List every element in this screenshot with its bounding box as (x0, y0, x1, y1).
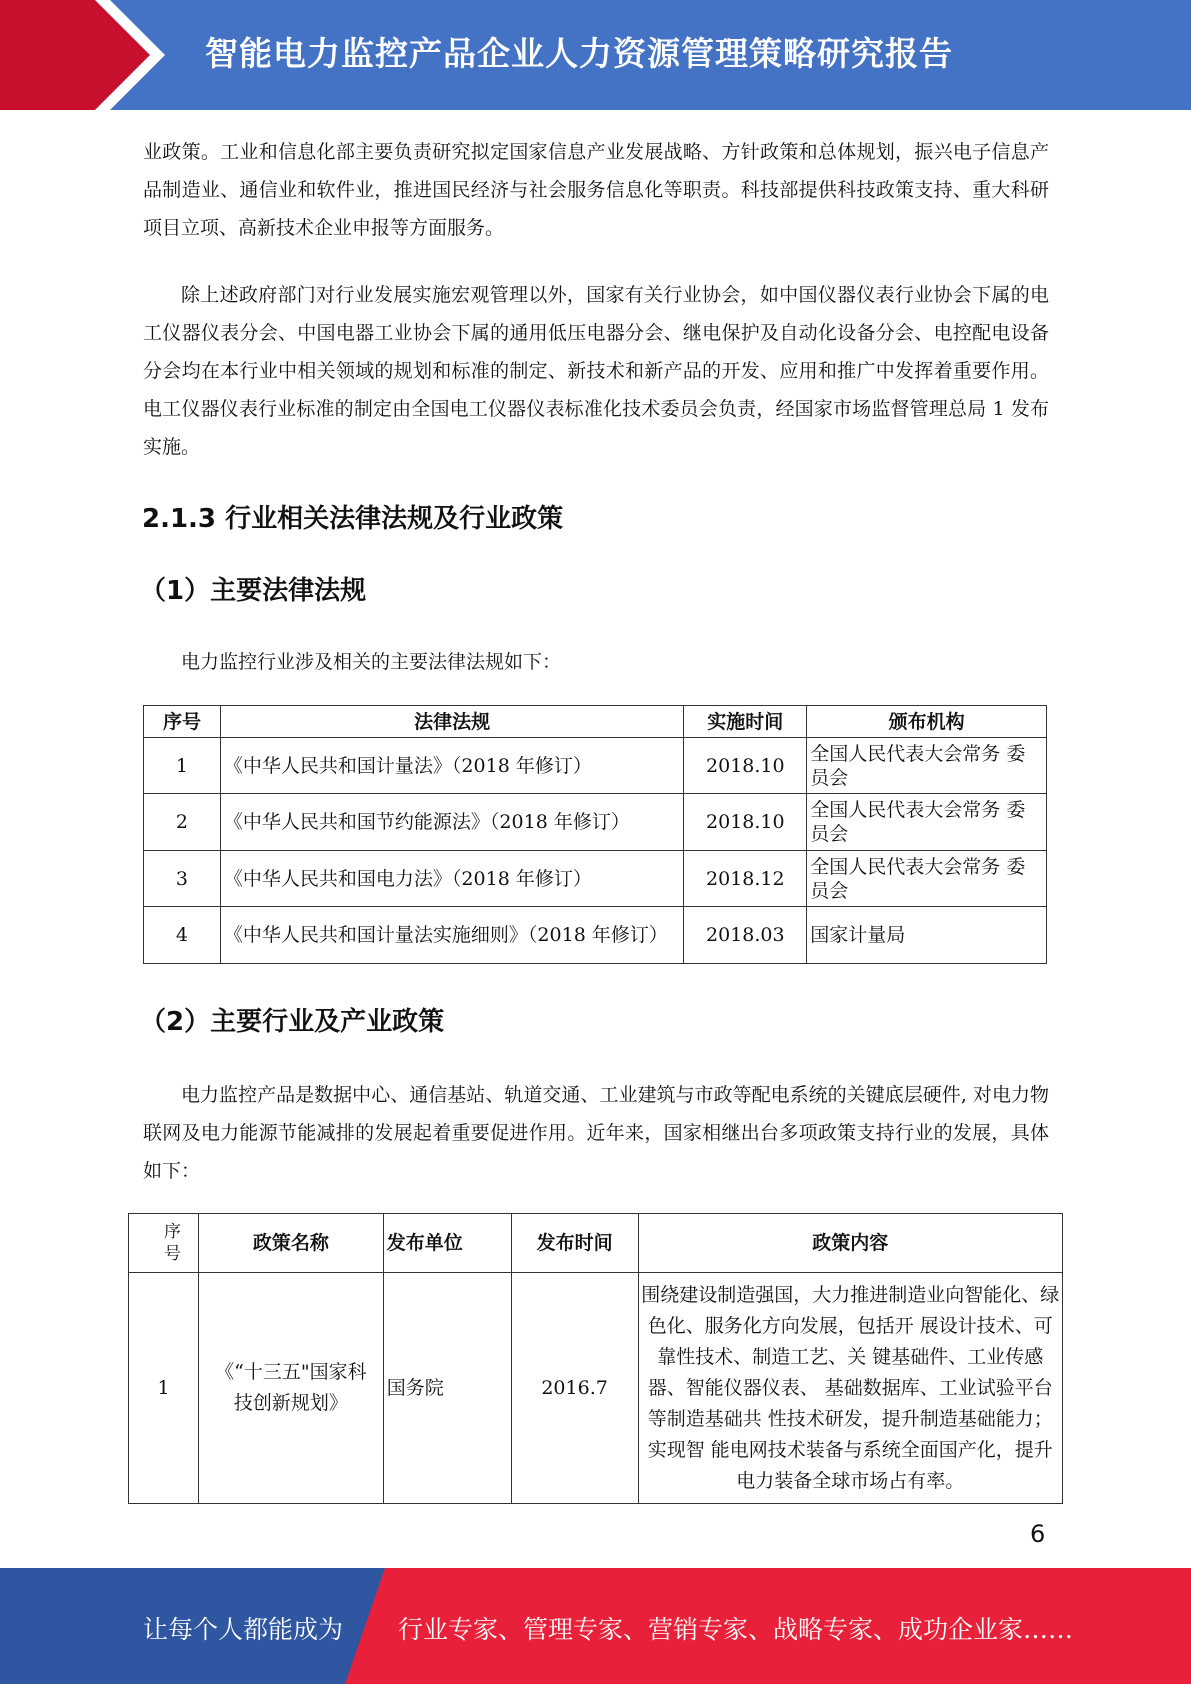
table-header-row (129, 1214, 1063, 1273)
column-header: 序号 (144, 706, 221, 738)
table-cell: 2018.12 (684, 851, 807, 907)
table-cell: 全国人民代表大会常务 委员会 (807, 738, 1047, 794)
footer-slogan-right: 行业专家、管理专家、营销专家、战略专家、成功企业家…… (398, 1615, 1074, 1644)
column-header: 发布时间 (511, 1214, 638, 1273)
page-number: 6 (1030, 1520, 1046, 1548)
table-cell: 3 (144, 851, 221, 907)
table-cell: 国务院 (383, 1273, 511, 1504)
page-header (0, 0, 1191, 110)
page-footer (0, 1568, 1191, 1684)
table-cell: 2 (144, 794, 221, 851)
column-header: 序号 (129, 1214, 199, 1273)
paragraph-laws-intro: 电力监控行业涉及相关的主要法律法规如下： (181, 651, 562, 673)
table-cell: 2016.7 (511, 1273, 638, 1504)
column-header: 发布单位 (383, 1214, 511, 1273)
laws-table (143, 705, 1047, 964)
table-cell: 全国人民代表大会常务 委员会 (807, 851, 1047, 907)
table-cell: 《中华人民共和国电力法》（2018 年修订） (220, 851, 683, 907)
table-cell: 《中华人民共和国节约能源法》（2018 年修订） (220, 794, 683, 851)
column-header: 政策内容 (638, 1214, 1062, 1273)
table-row (144, 738, 1047, 794)
table-row (144, 851, 1047, 907)
table-cell: 2018.10 (684, 738, 807, 794)
table-cell: 2018.10 (684, 794, 807, 851)
policies-table (128, 1213, 1063, 1504)
table-cell: 国家计量局 (807, 907, 1047, 964)
column-header: 颁布机构 (807, 706, 1047, 738)
table-cell: 1 (144, 738, 221, 794)
subheading-laws: （1）主要法律法规 (140, 576, 367, 606)
table-row (129, 1273, 1063, 1504)
subheading-policies: （2）主要行业及产业政策 (140, 1007, 445, 1037)
section-heading: 2.1.3 行业相关法律法规及行业政策 (142, 504, 564, 534)
column-header: 政策名称 (198, 1214, 383, 1273)
footer-slogan-left: 让每个人都能成为 (143, 1615, 344, 1644)
column-header: 实施时间 (684, 706, 807, 738)
table-cell: 围绕建设制造强国，大力推进制造业向智能化、绿色化、服务化方向发展，包括开 展设计技术、可靠性技术、制造工艺、关 键基础件、工业传感器、智能仪器仪表、 基础数据库、工业试验平台等制造基础共 性技术研发，提升制造基础能力；实现智 能电网技术装备与系统全面国产化，提升 电力装备全球市场占有率。 (638, 1273, 1062, 1504)
table-cell: 《中华人民共和国计量法实施细则》（2018 年修订） (220, 907, 683, 964)
report-title: 智能电力监控产品企业人力资源管理策略研究报告 (205, 34, 953, 73)
paragraph-policies-intro: 电力监控产品是数据中心、通信基站、轨道交通、工业建筑与市政等配电系统的关键底层硬件, 对电力物联网及电力能源节能减排的发展起着重要促进作用。近年来，国家相继出台多项政策支持行业的发展，具体如下： (143, 1084, 1049, 1182)
table-cell: 2018.03 (684, 907, 807, 964)
table-cell: 《中华人民共和国计量法》（2018 年修订） (220, 738, 683, 794)
table-row (144, 907, 1047, 964)
table-row (144, 794, 1047, 851)
paragraph-industry-associations: 除上述政府部门对行业发展实施宏观管理以外，国家有关行业协会，如中国仪器仪表行业协会下属的电工仪器仪表分会、中国电器工业协会下属的通用低压电器分会、继电保护及自动化设备分会、电控配电设备分会均在本行业中相关领域的规划和标准的制定、新技术和新产品的开发、应用和推广中发挥着重要作用。电工仪器仪表行业标准的制定由全国电工仪器仪表标准化技术委员会负责，经国家市场监督管理总局 1 发布实施。 (143, 284, 1049, 458)
table-cell: 4 (144, 907, 221, 964)
column-header: 法律法规 (220, 706, 683, 738)
table-cell: 全国人民代表大会常务 委员会 (807, 794, 1047, 851)
paragraph-ministry-policy: 业政策。工业和信息化部主要负责研究拟定国家信息产业发展战略、方针政策和总体规划，振兴电子信息产品制造业、通信业和软件业，推进国民经济与社会服务信息化等职责。科技部提供科技政策支持、重大科研项目立项、高新技术企业申报等方面服务。 (143, 141, 1049, 239)
table-cell: 1 (129, 1273, 199, 1504)
table-header-row (144, 706, 1047, 738)
table-cell: 《“十三五"国家科技创新规划》 (198, 1273, 383, 1504)
